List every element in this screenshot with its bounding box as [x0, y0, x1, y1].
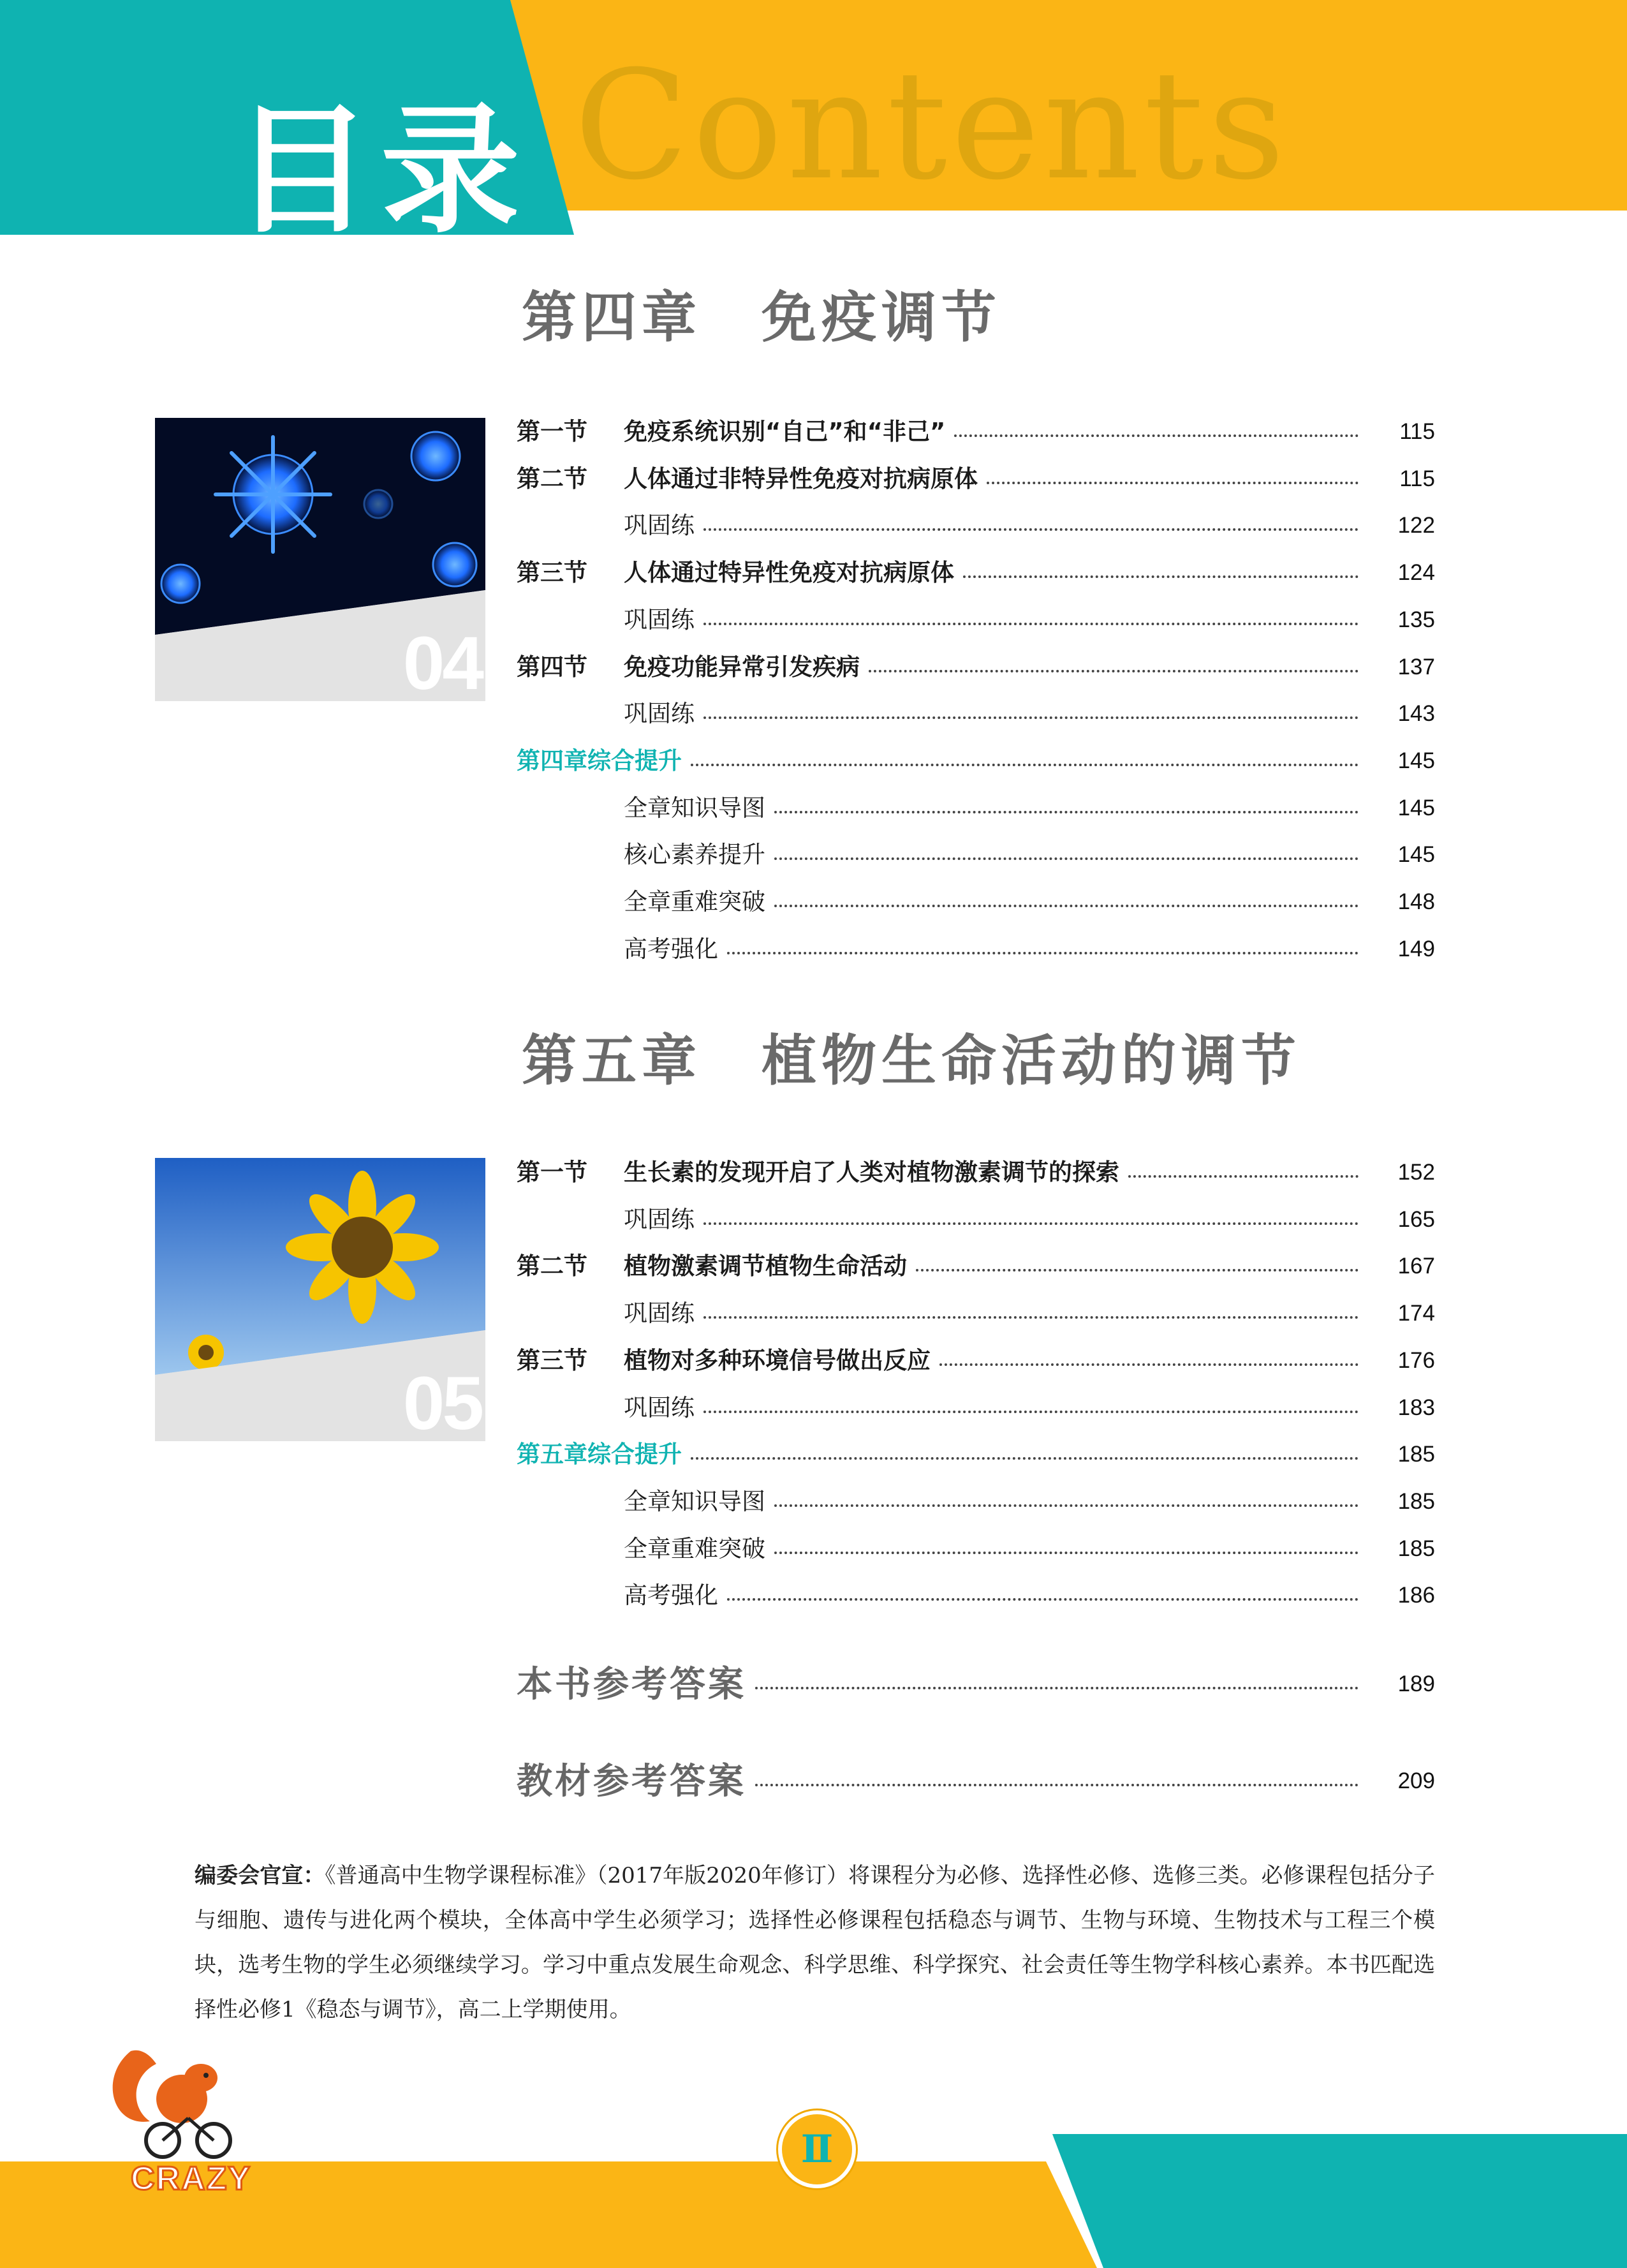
toc-entry-title: 人体通过非特异性免疫对抗病原体 [624, 464, 978, 493]
page-number: Ⅱ [778, 2110, 856, 2188]
toc-page-number: 165 [1397, 1206, 1435, 1232]
toc-page-number: 183 [1397, 1395, 1435, 1420]
toc-page-number: 145 [1397, 795, 1435, 820]
toc-row[interactable] [517, 1247, 1435, 1286]
toc-leader-dots [774, 857, 1358, 860]
toc-entry-title: 教材参考答案 [517, 1760, 746, 1802]
toc-leader-dots [963, 575, 1358, 578]
toc-page-number: 143 [1397, 701, 1435, 727]
toc-row[interactable] [517, 1389, 1435, 1427]
toc-row[interactable] [517, 695, 1435, 733]
toc-page-number: 176 [1397, 1347, 1435, 1373]
toc-page-number: 209 [1397, 1768, 1435, 1793]
toc-row[interactable] [517, 883, 1435, 921]
toc-leader-dots [774, 811, 1358, 813]
toc-page-number: 148 [1397, 889, 1435, 914]
toc-leader-dots [755, 1687, 1358, 1689]
toc-leader-dots [987, 482, 1358, 484]
toc-section-label: 第四节 [517, 653, 587, 681]
chapter5-image [155, 1158, 485, 1441]
toc-page-number: 115 [1399, 419, 1435, 444]
footer-band-teal [1052, 2134, 1627, 2268]
toc-row[interactable] [517, 413, 1435, 451]
toc-leader-dots [727, 952, 1358, 954]
toc-page-number: 185 [1397, 1536, 1435, 1561]
toc-leader-dots [703, 1316, 1358, 1319]
toc-page-number: 185 [1397, 1442, 1435, 1467]
toc-page-number: 124 [1397, 560, 1435, 586]
toc-page-number: 135 [1397, 607, 1435, 632]
toc-row[interactable] [517, 1483, 1435, 1521]
toc-entry-title: 核心素养提升 [624, 841, 765, 869]
toc-row[interactable] [517, 742, 1435, 780]
toc-entry-title: 高考强化 [624, 1582, 718, 1610]
toc-entry-title: 免疫功能异常引发疾病 [624, 653, 860, 681]
note-label: 编委会官宣： [195, 1863, 325, 1888]
toc-row[interactable] [517, 1342, 1435, 1380]
toc-leader-dots [755, 1784, 1358, 1786]
toc-page-number: 174 [1397, 1301, 1435, 1326]
toc-leader-dots [916, 1269, 1358, 1271]
toc-page-number: 152 [1397, 1160, 1435, 1185]
toc-entry-title: 人体通过特异性免疫对抗病原体 [624, 559, 954, 587]
toc-section-label: 第二节 [517, 464, 587, 493]
toc-leader-dots [869, 670, 1358, 672]
toc-entry-title: 高考强化 [624, 935, 718, 963]
toc-row[interactable] [517, 1201, 1435, 1239]
toc-page-number: 122 [1397, 513, 1435, 538]
chapter5-title: 第五章 植物生命活动的调节 [522, 1028, 1301, 1093]
toc-entry-title: 免疫系统识别“自己”和“非己” [624, 418, 946, 445]
squirrel-logo-icon [105, 2038, 252, 2166]
toc-entry-title: 全章重难突破 [624, 888, 765, 915]
toc-section-label: 第三节 [517, 1346, 587, 1374]
toc-entry-title: 本书参考答案 [517, 1663, 746, 1705]
toc-leader-dots [703, 716, 1358, 719]
toc-leader-dots [703, 623, 1358, 625]
toc-leader-dots [954, 434, 1358, 437]
toc-entry-title: 植物对多种环境信号做出反应 [624, 1346, 931, 1374]
chapter4-image [155, 418, 485, 701]
editorial-note [195, 1853, 1435, 2032]
chapter4-number: 04 [402, 621, 482, 701]
toc-page-number: 186 [1397, 1583, 1435, 1608]
toc-leader-dots [703, 528, 1358, 531]
chapter5-number: 05 [402, 1361, 482, 1441]
toc-entry-title: 第四章综合提升 [517, 746, 682, 775]
toc-section-label: 第二节 [517, 1252, 587, 1280]
toc-entry-title: 巩固练 [624, 1205, 695, 1233]
toc-page-number: 145 [1397, 748, 1435, 773]
toc-page-number: 137 [1397, 654, 1435, 679]
toc-row[interactable] [517, 460, 1435, 498]
toc-entry-title: 全章知识导图 [624, 1487, 765, 1515]
toc-leader-dots [691, 764, 1358, 766]
toc-leader-dots [727, 1598, 1358, 1601]
logo-text: CRAZY [131, 2160, 252, 2197]
toc-page-number: 189 [1397, 1671, 1435, 1696]
toc-leader-dots [774, 1552, 1358, 1554]
toc-leader-dots [1128, 1175, 1358, 1178]
toc-row[interactable] [517, 554, 1435, 592]
toc-section-label: 第三节 [517, 559, 587, 587]
toc-section-label: 第一节 [517, 418, 587, 445]
toc-entry-title: 第五章综合提升 [517, 1441, 682, 1469]
toc-entry-title: 全章知识导图 [624, 794, 765, 822]
toc-row[interactable] [517, 1435, 1435, 1474]
toc-leader-dots [691, 1457, 1358, 1460]
toc-section-label: 第一节 [517, 1159, 587, 1186]
toc-page-number: 115 [1399, 466, 1435, 491]
toc-leader-dots [774, 1504, 1358, 1507]
toc-entry-title: 全章重难突破 [624, 1534, 765, 1562]
toc-row[interactable] [517, 836, 1435, 874]
toc-row[interactable] [517, 1153, 1435, 1192]
toc-row[interactable] [517, 648, 1435, 686]
toc-entry-title: 巩固练 [624, 1393, 695, 1421]
toc-leader-dots [939, 1363, 1358, 1366]
toc-row[interactable] [517, 1762, 1435, 1800]
toc-row[interactable] [517, 1294, 1435, 1333]
toc-page-number: 185 [1397, 1488, 1435, 1514]
toc-row[interactable] [517, 930, 1435, 968]
toc-row[interactable] [517, 1665, 1435, 1703]
toc-row[interactable] [517, 601, 1435, 639]
toc-row[interactable] [517, 1576, 1435, 1615]
toc-entry-title: 巩固练 [624, 605, 695, 634]
toc-entry-title: 巩固练 [624, 512, 695, 540]
page-title: 目录 [233, 91, 529, 252]
toc-leader-dots [703, 1222, 1358, 1225]
toc-row[interactable] [517, 507, 1435, 545]
toc-page-number: 149 [1397, 936, 1435, 961]
toc-leader-dots [703, 1411, 1358, 1413]
toc-page-number: 145 [1397, 842, 1435, 868]
toc-entry-title: 植物激素调节植物生命活动 [624, 1252, 907, 1280]
chapter4-title: 第四章 免疫调节 [522, 285, 1001, 350]
toc-entry-title: 巩固练 [624, 1300, 695, 1328]
header-watermark: Contents [574, 39, 1289, 213]
toc-leader-dots [774, 905, 1358, 907]
note-text: 《普通高中生物学课程标准》（2017年版2020年修订）将课程分为必修、选择性必修、选修三类。必修课程包括分子与细胞、遗传与进化两个模块，全体高中学生必须学习；选择性必修课程包括稳态与调节、生物与环境、生物技术与工程三个模块，选考生物的学生必须继续学习。学习中重点发展生命观念、科学思维、科学探究、社会责任等生物学科核心素养。本书匹配选择性必修1《稳态与调节》，高二上学期使用。 [195, 1863, 1435, 2022]
toc-entry-title: 生长素的发现开启了人类对植物激素调节的探索 [624, 1159, 1119, 1186]
toc-page-number: 167 [1397, 1254, 1435, 1279]
toc-row[interactable] [517, 789, 1435, 827]
toc-row[interactable] [517, 1530, 1435, 1568]
toc-entry-title: 巩固练 [624, 700, 695, 728]
